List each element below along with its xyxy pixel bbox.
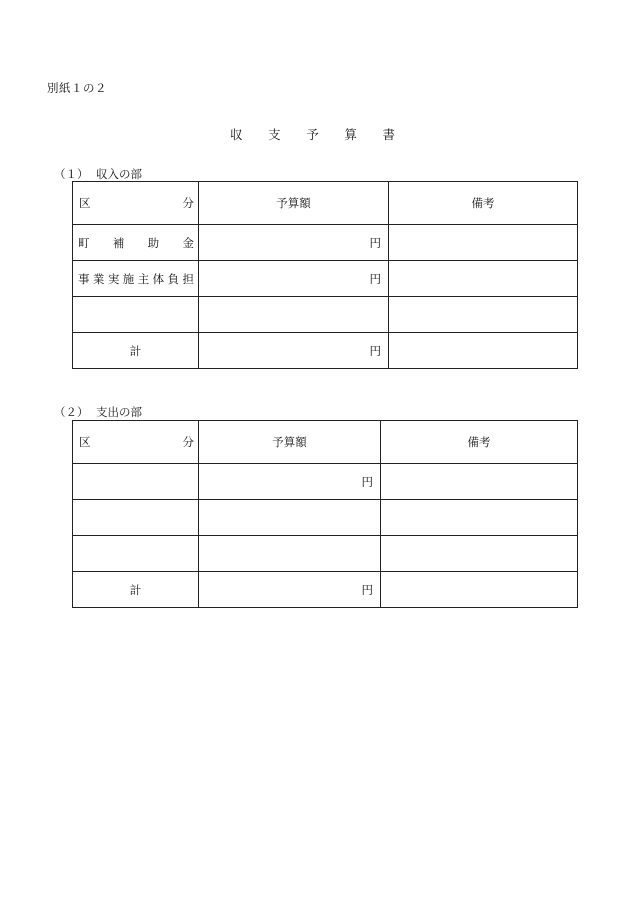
category-char: 補: [112, 235, 125, 250]
expenditure-total-remarks[interactable]: [381, 572, 578, 608]
expenditure-row-category[interactable]: [73, 464, 199, 500]
title-char: 収: [230, 127, 243, 142]
category-char: 事: [78, 271, 90, 286]
income-total-remarks[interactable]: [389, 333, 578, 369]
expenditure-table: [72, 420, 578, 608]
income-section-heading: [54, 166, 142, 182]
expenditure-row-budget[interactable]: 円: [199, 464, 381, 500]
income-header-row: [73, 182, 578, 225]
category-char: 金: [182, 235, 194, 250]
income-header-kubun: [73, 182, 199, 225]
income-row-remarks[interactable]: [389, 261, 578, 297]
expenditure-header-remarks: 備考: [381, 421, 578, 464]
attachment-reference: 別紙１の２: [47, 81, 107, 95]
income-section-number: （１）: [54, 167, 89, 181]
expenditure-row-remarks[interactable]: [381, 536, 578, 572]
income-row-category[interactable]: [73, 297, 199, 333]
expenditure-row-budget[interactable]: [199, 536, 381, 572]
income-row-budget[interactable]: [199, 297, 389, 333]
income-total-label: 計: [73, 333, 199, 369]
category-char: 実: [107, 271, 120, 286]
category-char: 主: [137, 271, 150, 286]
income-row-budget[interactable]: 円: [199, 225, 389, 261]
category-char: 負: [167, 271, 180, 286]
category-char: 業: [92, 271, 105, 286]
expenditure-row: [73, 500, 578, 536]
income-row-remarks[interactable]: [389, 225, 578, 261]
expenditure-header-budget: 予算額: [199, 421, 381, 464]
income-row-own-contribution: [73, 261, 578, 297]
document-title: [230, 125, 395, 143]
expenditure-section-title: 支出の部: [96, 405, 142, 419]
category-char: 担: [182, 271, 194, 286]
expenditure-row-remarks[interactable]: [381, 500, 578, 536]
income-header-budget: 予算額: [199, 182, 389, 225]
income-row-budget[interactable]: 円: [199, 261, 389, 297]
income-row-blank: [73, 297, 578, 333]
header-kubun-right: 分: [182, 196, 194, 210]
expenditure-row: [73, 536, 578, 572]
title-char: 書: [382, 127, 395, 142]
income-row-subsidy: [73, 225, 578, 261]
income-table: [72, 181, 578, 369]
income-row-category: [73, 261, 199, 297]
category-char: 助: [147, 235, 160, 250]
header-kubun-right: 分: [182, 435, 194, 449]
category-char: 施: [122, 271, 135, 286]
expenditure-row-category[interactable]: [73, 536, 199, 572]
expenditure-row-category[interactable]: [73, 500, 199, 536]
expenditure-total-label: 計: [73, 572, 199, 608]
title-char: 算: [344, 127, 357, 142]
title-char: 予: [306, 127, 319, 142]
category-char: 町: [78, 235, 90, 250]
income-row-remarks[interactable]: [389, 297, 578, 333]
expenditure-total-budget[interactable]: 円: [199, 572, 381, 608]
expenditure-row-remarks[interactable]: [381, 464, 578, 500]
expenditure-section-number: （２）: [54, 405, 89, 419]
title-char: 支: [268, 127, 281, 142]
income-row-category: [73, 225, 199, 261]
expenditure-header-kubun: [73, 421, 199, 464]
income-total-row: [73, 333, 578, 369]
expenditure-total-row: [73, 572, 578, 608]
income-total-budget[interactable]: 円: [199, 333, 389, 369]
income-section-title: 収入の部: [96, 167, 142, 181]
header-kubun-left: 区: [79, 196, 91, 210]
expenditure-row-budget[interactable]: [199, 500, 381, 536]
expenditure-row: [73, 464, 578, 500]
income-header-remarks: 備考: [389, 182, 578, 225]
category-char: 体: [152, 271, 165, 286]
expenditure-header-row: [73, 421, 578, 464]
expenditure-section-heading: [54, 404, 142, 420]
header-kubun-left: 区: [79, 435, 91, 449]
